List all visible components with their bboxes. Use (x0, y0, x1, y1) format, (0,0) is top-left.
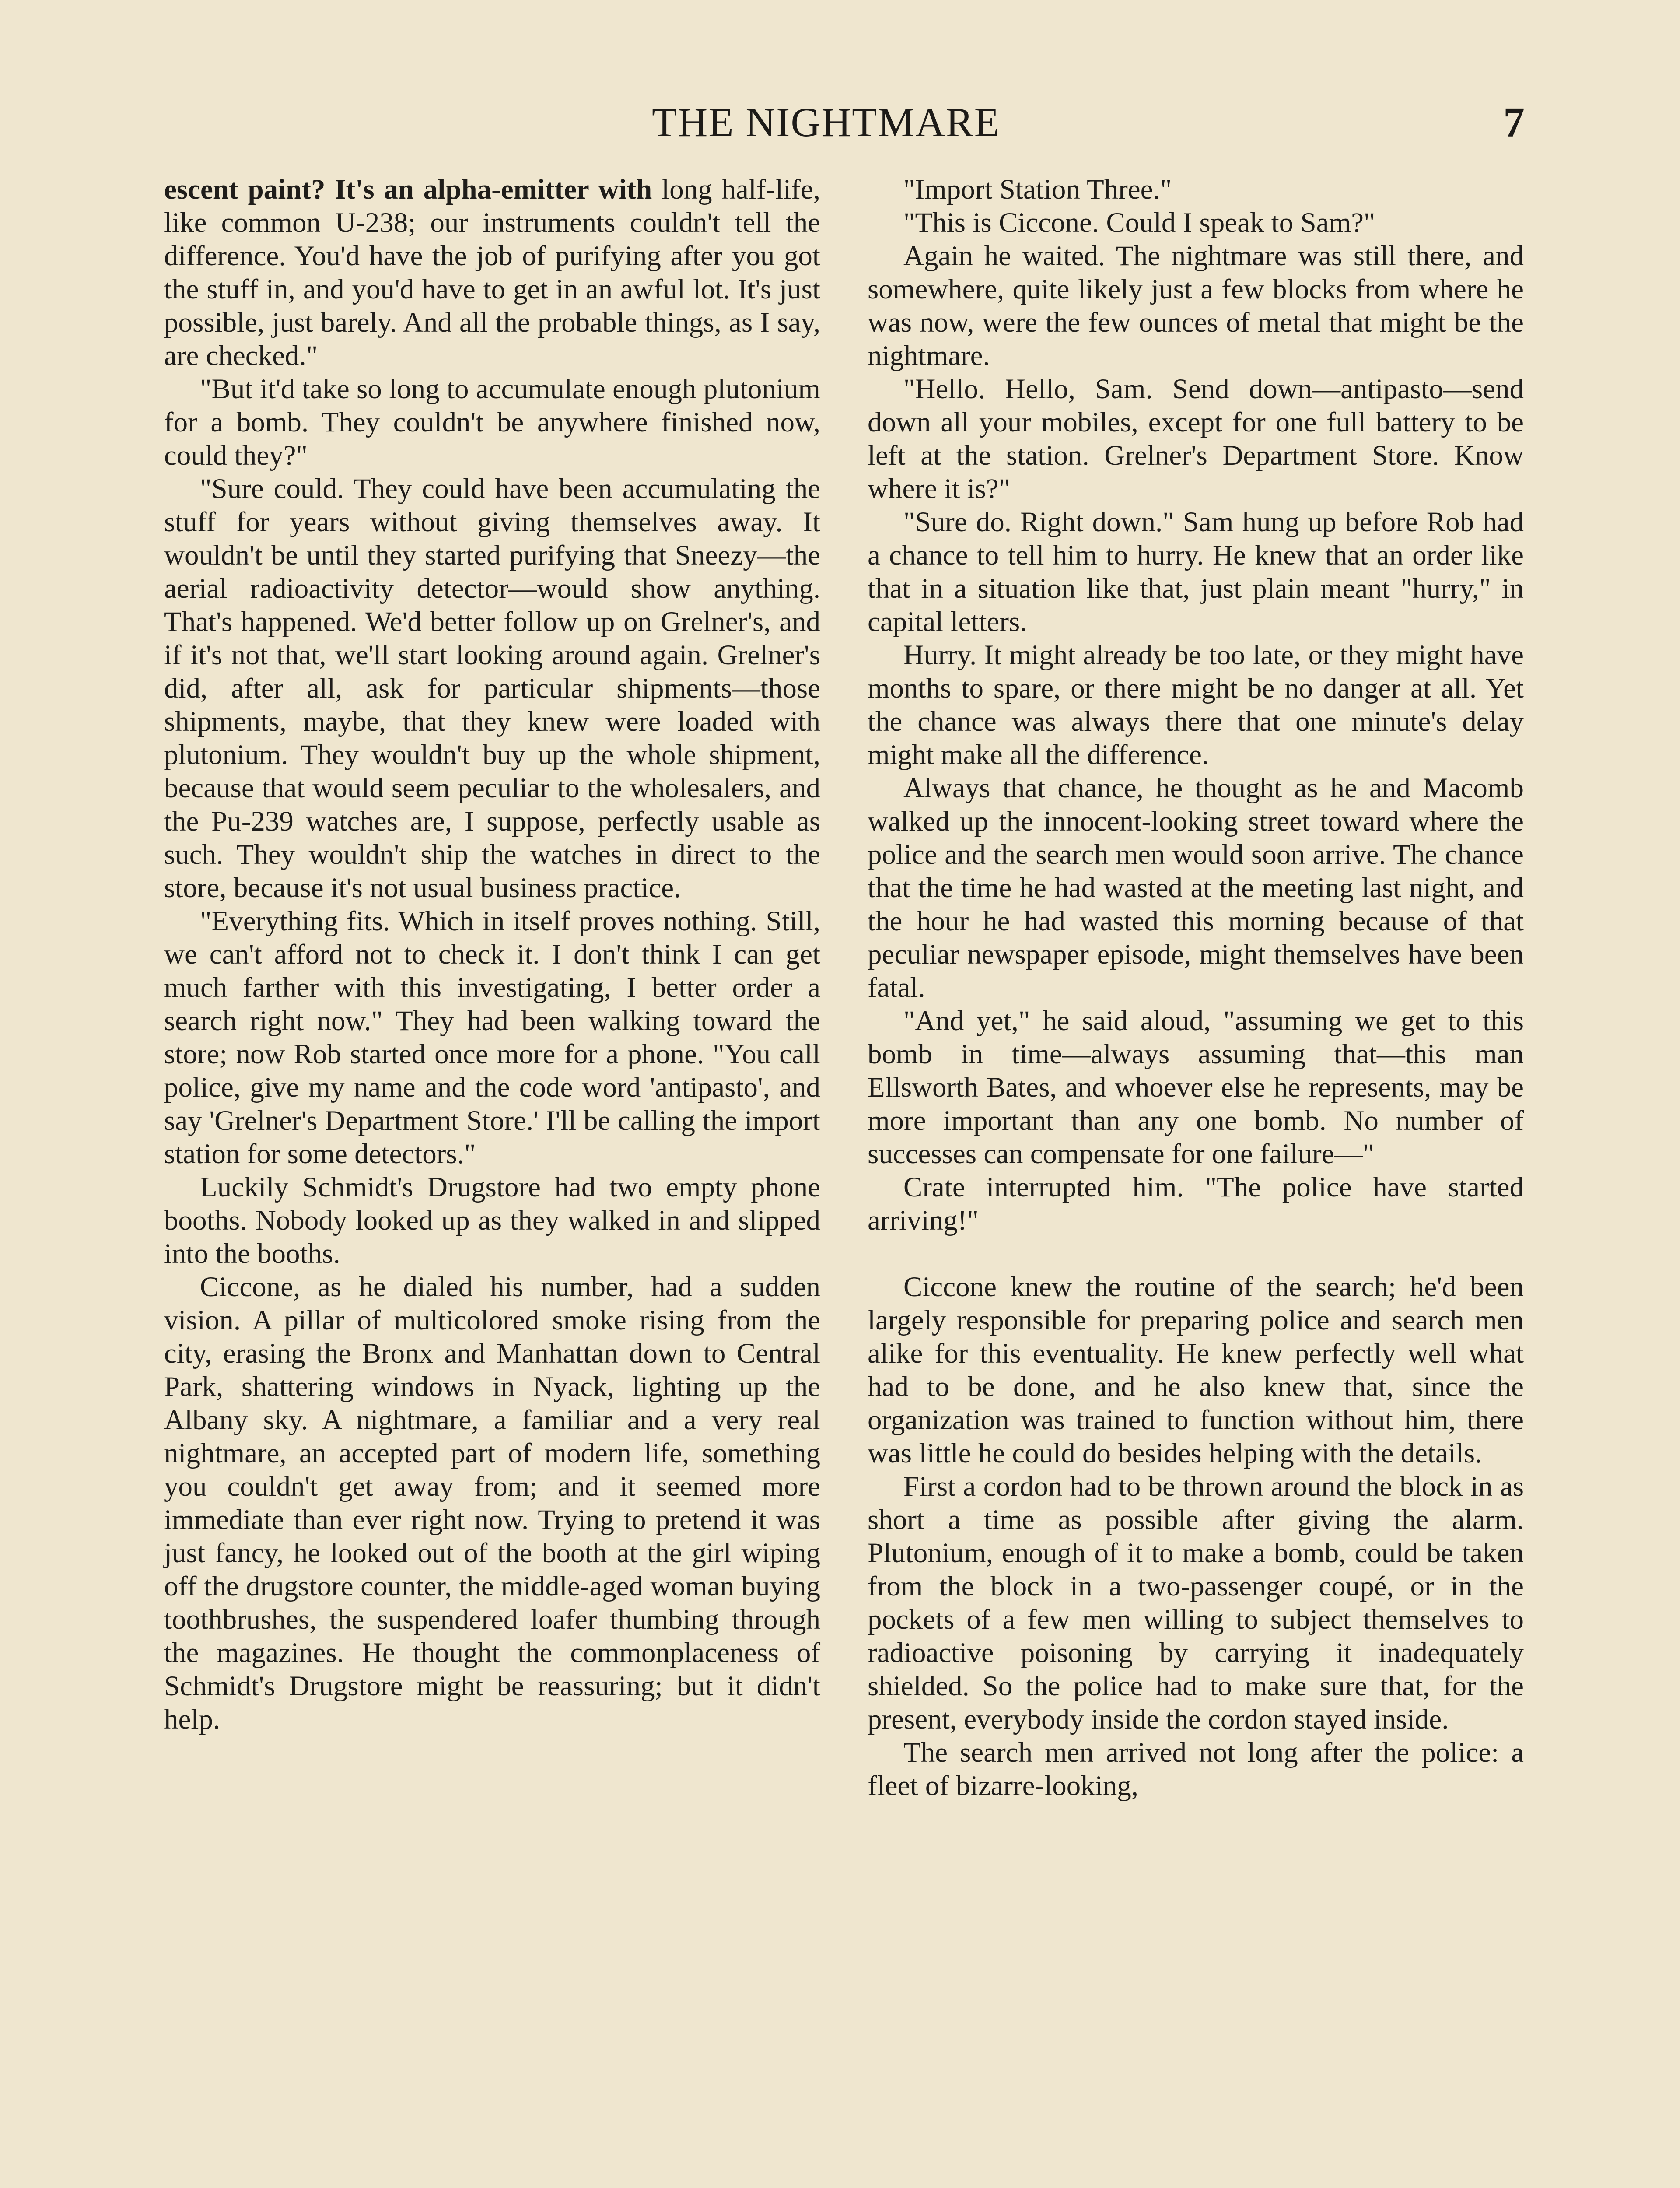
paragraph: Ciccone knew the routine of the search; he'd been largely responsible for preparing police and search men alike for this eventuality. He knew perfectly well what had to be done, and he also knew that, since the organization was trained to function without him, there was little he could do besides helping with the details. (868, 1271, 1524, 1469)
left-column (164, 173, 820, 1736)
paragraph: Hurry. It might already be too late, or they might have months to spare, or there might be no danger at all. Yet the chance was always there that one minute's delay might make all the difference. (868, 639, 1524, 771)
paragraph: "And yet," he said aloud, "assuming we get to this bomb in time—always assuming that—this man Ellsworth Bates, and whoever else he represents, may be more important than any one bomb. No number of successes can compensate for one failure—" (868, 1005, 1524, 1170)
paragraph: "Hello. Hello, Sam. Send down—antipasto—send down all your mobiles, except for one full battery to be left at the station. Grelner's Department Store. Know where it is?" (868, 373, 1524, 505)
paragraph: Crate interrupted him. "The police have started arriving!" (868, 1171, 1524, 1236)
right-column (868, 173, 1524, 1802)
paragraph: "But it'd take so long to accumulate enough plutonium for a bomb. They couldn't be anywhere finished now, could they?" (164, 373, 820, 471)
paragraph: "Everything fits. Which in itself proves nothing. Still, we can't afford not to check it. I don't think I can get much farther with this investigating, I better order a search right now." They had been walking toward the store; now Rob started once more for a phone. "You call police, give my name and the code word 'antipasto', and say 'Grelner's Department Store.' I'll be calling the import station for some detectors." (164, 905, 820, 1170)
paragraph: "This is Ciccone. Could I speak to Sam?" (903, 207, 1376, 238)
paragraph: First a cordon had to be thrown around the block in as short a time as possible after giving the alarm. Plutonium, enough of it to make a bomb, could be taken from the block in a two-passenger coupé, or in the pockets of a few men willing to subject themselves to radioactive poisoning by carrying it inadequately shielded. So the police had to make sure that, for the present, everybody inside the cordon stayed inside. (868, 1471, 1524, 1735)
page-number: 7 (1503, 99, 1525, 146)
paragraph: "Sure could. They could have been accumulating the stuff for years without giving themselves away. It wouldn't be until they started purifying that Sneezy—the aerial radioactivity detector—would show anything. That's happened. We'd better follow up on Grelner's, and if it's not that, we'll start looking around again. Grelner's did, after all, ask for particular shipments—those shipments, maybe, that they knew were loaded with plutonium. They wouldn't buy up the whole shipment, because that would seem peculiar to the wholesalers, and the Pu-239 watches are, I suppose, perfectly usable as such. They wouldn't ship the watches in direct to the store, because it's not usual business practice. (164, 473, 820, 904)
paragraph: "Sure do. Right down." Sam hung up before Rob had a chance to tell him to hurry. He knew that an order like that in a situation like that, just plain meant "hurry," in capital letters. (868, 506, 1524, 638)
paragraph-text: long half-life, like common U-238; our instruments couldn't tell the difference. You'd have the job of purifying after you got the stuff in, and you'd have to get in an awful lot. It's just possible, just barely. And all the probable things, as I say, are checked." (164, 174, 821, 372)
running-header (0, 98, 1680, 155)
paragraph: The search men arrived not long after the police: a fleet of bizarre-looking, (868, 1737, 1524, 1802)
bold-lead: escent paint? It's an alpha-emitter with (164, 174, 652, 205)
paragraph: Always that chance, he thought as he and Macomb walked up the innocent-looking street toward where the police and the search men would soon arrive. The chance that the time he had wasted at the meeting last night, and the hour he had wasted this morning because of that peculiar newspaper episode, might themselves have been fatal. (868, 772, 1524, 1003)
paragraph: Again he waited. The nightmare was still there, and somewhere, quite likely just a few blocks from where he was now, were the few ounces of metal that might be the nightmare. (868, 240, 1524, 372)
paragraph: "Import Station Three." (903, 174, 1172, 205)
paragraph: Ciccone, as he dialed his number, had a sudden vision. A pillar of multicolored smoke rising from the city, erasing the Bronx and Manhattan down to Central Park, shattering windows in Nyack, lighting up the Albany sky. A nightmare, a familiar and a very real nightmare, an accepted part of modern life, something you couldn't get away from; and it seemed more immediate than ever right now. Trying to pretend it was just fancy, he looked out of the booth at the girl wiping off the drugstore counter, the middle-aged woman buying toothbrushes, the suspendered loafer thumbing through the magazines. He thought the commonplaceness of Schmidt's Drugstore might be reassuring; but it didn't help. (164, 1271, 820, 1735)
running-title: THE NIGHTMARE (652, 100, 1001, 145)
paragraph (164, 173, 820, 372)
paragraph: Luckily Schmidt's Drugstore had two empty phone booths. Nobody looked up as they walked in and slipped into the booths. (164, 1171, 820, 1269)
